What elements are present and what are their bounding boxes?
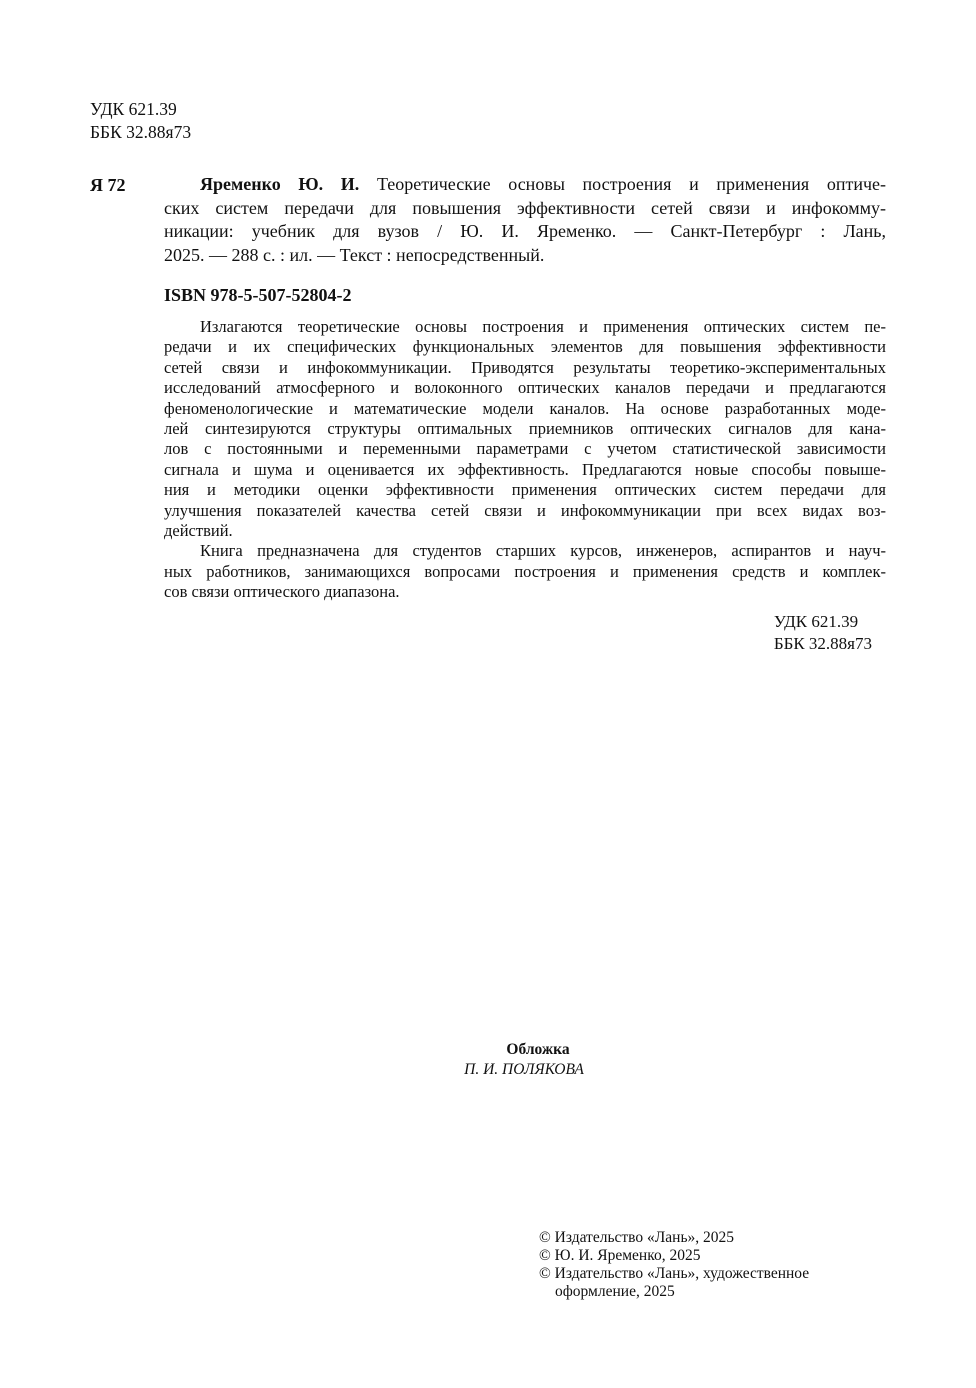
- cover-label: Обложка: [506, 1041, 570, 1058]
- copyright-line: © Издательство «Лань», художественное: [539, 1265, 810, 1282]
- entry-line-4: 2025. — 288 с. : ил. — Текст : непосредственный.: [164, 244, 545, 265]
- abstract-line: ния и методики оценки эффективности применения оптических систем передачи для: [164, 480, 886, 500]
- copyright-line: оформление, 2025: [555, 1283, 675, 1300]
- footer-udk-code: УДК 621.39: [773, 612, 859, 631]
- header-classification-codes: [90, 98, 191, 144]
- abstract-line: действий.: [164, 521, 233, 541]
- abstract-line: сетей связи и инфокоммуникации. Приводятся результаты теоретико-экспериментальных: [164, 357, 886, 377]
- copyright-line: © Ю. И. Яременко, 2025: [539, 1247, 701, 1264]
- bibliographic-entry: [164, 173, 886, 267]
- isbn: ISBN 978-5-507-52804-2: [164, 285, 352, 305]
- abstract: [164, 317, 886, 603]
- abstract-line: лов с постоянными и переменными параметрами с учетом статистической зависимости: [164, 439, 886, 459]
- copyright-block: [539, 1229, 809, 1301]
- header-udk-code: УДК 621.39: [90, 99, 177, 119]
- footer-bbk-code: ББК 32.88я73: [773, 634, 872, 653]
- author-sign-code: Я 72: [90, 175, 126, 195]
- header-bbk-code: ББК 32.88я73: [90, 122, 192, 142]
- abstract-line: редачи и их специфических функциональных элементов для повышения эффективности: [164, 337, 886, 357]
- copyright-line: © Издательство «Лань», 2025: [539, 1229, 735, 1246]
- cover-credit: [0, 1040, 976, 1080]
- abstract-line: исследований атмосферного и волоконного оптических каналов передачи и предлагаются: [164, 378, 886, 398]
- cover-designer-name: П. И. ПОЛЯКОВА: [464, 1061, 584, 1078]
- entry-author: Яременко Ю. И.: [200, 174, 360, 194]
- entry-line-1: [164, 173, 886, 197]
- abstract-line: Книга предназначена для студентов старших курсов, инженеров, аспирантов и науч-: [200, 541, 886, 561]
- abstract-line: лей синтезируются структуры оптимальных приемников оптических сигналов для кана-: [164, 419, 886, 439]
- entry-line-3: никации: учебник для вузов / Ю. И. Яременко. — Санкт-Петербург : Лань,: [164, 221, 886, 241]
- abstract-line: феноменологические и математические модели каналов. На основе разработанных моде-: [164, 398, 886, 418]
- abstract-line: Излагаются теоретические основы построения и применения оптических систем пе-: [200, 317, 886, 336]
- abstract-line: ных работников, занимающихся вопросами построения и применения средств и комплек-: [164, 561, 886, 581]
- entry-title-start: Теоретические основы построения и применения оптиче-: [376, 174, 887, 194]
- footer-classification-codes: [774, 611, 872, 655]
- abstract-line: улучшения показателей качества сетей связи и инфокоммуникации при всех видах воз-: [164, 500, 886, 520]
- abstract-line: сигнала и шума и оценивается их эффективность. Предлагаются новые способы повыше-: [164, 459, 886, 479]
- abstract-line: сов связи оптического диапазона.: [164, 582, 400, 602]
- entry-line-2: ских систем передачи для повышения эффективности сетей связи и инфокомму-: [164, 197, 886, 218]
